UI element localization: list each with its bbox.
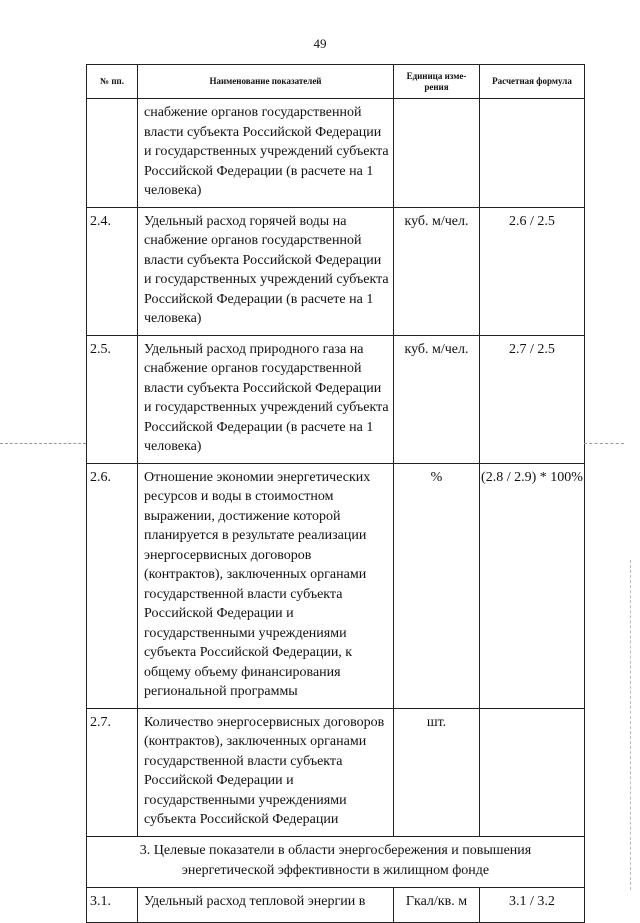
row-unit: куб. м/чел. xyxy=(394,335,480,463)
section-title: 3. Целевые показатели в области энергосбережения и повышения энергетической эффективности в жилищном фонде xyxy=(87,836,585,887)
row-name: Удельный расход тепловой энергии в xyxy=(138,887,394,922)
row-unit xyxy=(394,99,480,208)
header-unit: Единица изме-рения xyxy=(394,65,480,99)
row-name: снабжение органов государственной власти субъекта Российской Федерации и государственных учреждений субъекта Российской Федерации (в расчете на 1 человека) xyxy=(138,99,394,208)
header-name: Наименование показателей xyxy=(138,65,394,99)
row-number: 2.6. xyxy=(87,463,138,708)
table-row xyxy=(87,99,585,208)
table-row xyxy=(87,708,585,836)
table-row xyxy=(87,335,585,463)
row-formula: 3.1 / 3.2 xyxy=(480,887,585,922)
scan-artifact-line xyxy=(0,443,86,445)
row-unit: шт. xyxy=(394,708,480,836)
row-name: Отношение экономии энергетических ресурсов и воды в стоимостном выражении, достижение которой планируется в результате реализации энергосервисных договоров (контрактов), заключенных органами государственной власти субъекта Российской Федерации и государственными учреждениями субъекта Российской Федерации, к общему объему финансирования региональной программы xyxy=(138,463,394,708)
row-unit: % xyxy=(394,463,480,708)
row-formula: 2.6 / 2.5 xyxy=(480,207,585,335)
row-unit: куб. м/чел. xyxy=(394,207,480,335)
header-number: № пп. xyxy=(87,65,138,99)
row-name: Количество энергосервисных договоров (контрактов), заключенных органами государственной власти субъекта Российской Федерации и государственными учреждениями субъекта Российской Федерации xyxy=(138,708,394,836)
scan-artifact-line xyxy=(584,443,624,445)
header-formula: Расчетная формула xyxy=(480,65,585,99)
table-row xyxy=(87,207,585,335)
page-number: 49 xyxy=(313,36,327,51)
row-number: 3.1. xyxy=(87,887,138,922)
row-number: 2.7. xyxy=(87,708,138,836)
row-number xyxy=(87,99,138,208)
row-formula xyxy=(480,708,585,836)
row-name: Удельный расход горячей воды на снабжение органов государственной власти субъекта Российской Федерации и государственных учреждений субъекта Российской Федерации (в расчете на 1 человека) xyxy=(138,207,394,335)
row-unit: Гкал/кв. м xyxy=(394,887,480,922)
row-formula: 2.7 / 2.5 xyxy=(480,335,585,463)
table-header-row xyxy=(87,65,585,99)
row-name: Удельный расход природного газа на снабжение органов государственной власти субъекта Российской Федерации и государственных учреждений субъекта Российской Федерации (в расчете на 1 человека) xyxy=(138,335,394,463)
scan-artifact-line xyxy=(630,560,632,890)
section-row xyxy=(87,836,585,887)
row-formula xyxy=(480,99,585,208)
row-number: 2.4. xyxy=(87,207,138,335)
row-formula: (2.8 / 2.9) * 100% xyxy=(480,463,585,708)
row-number: 2.5. xyxy=(87,335,138,463)
indicators-table xyxy=(86,64,585,923)
table-row xyxy=(87,463,585,708)
